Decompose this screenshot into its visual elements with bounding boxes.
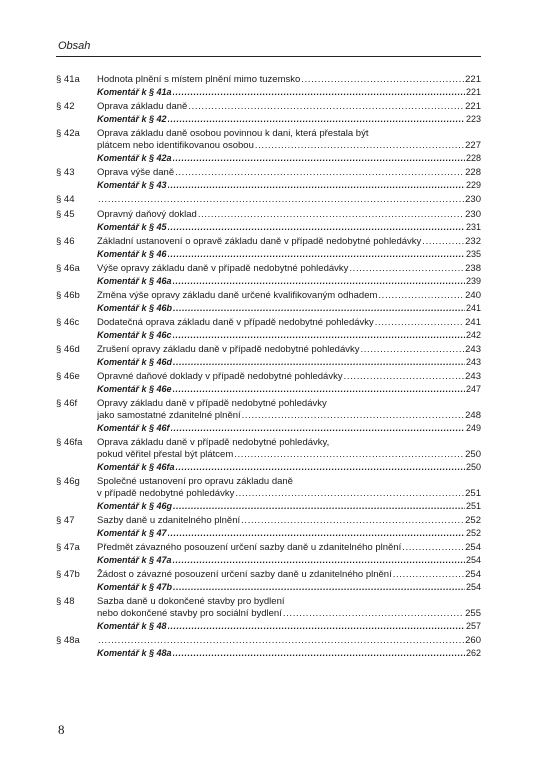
dot-leader <box>188 101 464 113</box>
running-header <box>56 38 481 57</box>
entry-body <box>97 398 481 434</box>
section-number: § 46g <box>56 476 80 487</box>
comment-page-ref: 241 <box>465 303 481 313</box>
section-number: § 47a <box>56 542 80 553</box>
page-ref: 221 <box>465 101 481 112</box>
title-line <box>97 476 481 488</box>
comment-line <box>97 221 481 233</box>
section-number: § 48 <box>56 596 75 607</box>
comment-title: Komentář k § 46a <box>97 276 172 286</box>
comment-title: Komentář k § 46f <box>97 423 170 433</box>
title-line <box>97 317 481 329</box>
comment-line <box>97 275 481 287</box>
entry-body <box>97 209 481 233</box>
entry-body <box>97 128 481 164</box>
title-line <box>97 410 481 422</box>
dot-leader <box>375 317 464 329</box>
toc-entry <box>56 167 481 191</box>
toc-entry <box>56 371 481 395</box>
title-line <box>97 140 481 152</box>
page-ref: 230 <box>465 194 481 205</box>
section-number: § 42a <box>56 128 80 139</box>
title-line <box>97 101 481 113</box>
comment-page-ref: 254 <box>465 555 481 565</box>
comment-line <box>97 302 481 314</box>
section-number: § 46a <box>56 263 80 274</box>
section-number: § 46fa <box>56 437 83 448</box>
title-line <box>97 263 481 275</box>
section-title: Sazba daně u dokončené stavby pro bydlení <box>97 596 285 607</box>
comment-line <box>97 581 481 593</box>
comment-page-ref: 242 <box>465 330 481 340</box>
comment-title: Komentář k § 48a <box>97 648 172 658</box>
title-line <box>97 236 481 248</box>
dot-leader <box>198 209 464 221</box>
dot-leader <box>393 569 464 581</box>
section-number: § 46f <box>56 398 78 409</box>
title-line <box>97 290 481 302</box>
comment-title: Komentář k § 46e <box>97 384 172 394</box>
section-number: § 44 <box>56 194 75 205</box>
entry-body <box>97 194 481 206</box>
section-number: § 46e <box>56 371 80 382</box>
section-title: Žádost o závazné posouzení určení sazby daně u zdanitelného plnění <box>97 569 392 580</box>
toc-entry <box>56 542 481 566</box>
page-ref: 221 <box>465 74 481 85</box>
dot-leader <box>168 620 465 632</box>
title-line <box>97 488 481 500</box>
section-title: Opravný daňový doklad <box>97 209 197 220</box>
comment-title: Komentář k § 47a <box>97 555 172 565</box>
toc-entry <box>56 317 481 341</box>
comment-page-ref: 254 <box>465 582 481 592</box>
comment-page-ref: 262 <box>465 648 481 658</box>
entry-body <box>97 101 481 125</box>
page-ref: 254 <box>465 542 481 553</box>
dot-leader <box>176 461 465 473</box>
title-line <box>97 74 481 86</box>
comment-title: Komentář k § 42 <box>97 114 167 124</box>
comment-line <box>97 422 481 434</box>
dot-leader <box>173 152 465 164</box>
comment-page-ref: 250 <box>465 462 481 472</box>
comment-line <box>97 500 481 512</box>
page-ref: 238 <box>465 263 481 274</box>
dot-leader <box>173 86 465 98</box>
dot-leader <box>173 581 465 593</box>
entry-body <box>97 371 481 395</box>
section-number: § 48a <box>56 635 80 646</box>
comment-title: Komentář k § 46b <box>97 303 173 313</box>
toc-entry <box>56 476 481 512</box>
section-title: Opravné daňové doklady v případě nedobytné pohledávky <box>97 371 343 382</box>
section-number: § 46b <box>56 290 80 301</box>
entry-body <box>97 476 481 512</box>
section-number: § 47b <box>56 569 80 580</box>
dot-leader <box>173 302 465 314</box>
dot-leader <box>234 449 464 461</box>
page-ref: 228 <box>465 167 481 178</box>
toc-entry <box>56 74 481 98</box>
comment-line <box>97 461 481 473</box>
entry-body <box>97 542 481 566</box>
comment-line <box>97 620 481 632</box>
page-ref: 243 <box>465 344 481 355</box>
section-number: § 46 <box>56 236 75 247</box>
toc-entry <box>56 635 481 659</box>
title-line <box>97 398 481 410</box>
title-line <box>97 128 481 140</box>
dot-leader <box>241 515 464 527</box>
toc-entry <box>56 236 481 260</box>
toc-entry <box>56 290 481 314</box>
toc-entry <box>56 128 481 164</box>
dot-leader <box>168 113 465 125</box>
toc-entry <box>56 194 481 206</box>
comment-title: Komentář k § 46fa <box>97 462 175 472</box>
dot-leader <box>360 344 464 356</box>
comment-page-ref: 223 <box>465 114 481 124</box>
section-title: jako samostatné zdanitelné plnění <box>97 410 241 421</box>
title-line <box>97 344 481 356</box>
comment-page-ref: 251 <box>465 501 481 511</box>
dot-leader <box>255 140 464 152</box>
title-line <box>97 515 481 527</box>
section-number: § 43 <box>56 167 75 178</box>
comment-page-ref: 243 <box>465 357 481 367</box>
title-line <box>97 608 481 620</box>
section-title: Sazby daně u zdanitelného plnění <box>97 515 241 526</box>
page-ref: 252 <box>465 515 481 526</box>
comment-title: Komentář k § 46c <box>97 330 172 340</box>
comment-title: Komentář k § 45 <box>97 222 167 232</box>
dot-leader <box>173 356 465 368</box>
toc-entry <box>56 515 481 539</box>
toc-entry <box>56 596 481 632</box>
section-number: § 46d <box>56 344 80 355</box>
dot-leader <box>173 275 465 287</box>
dot-leader <box>98 635 464 647</box>
comment-line <box>97 383 481 395</box>
entry-body <box>97 515 481 539</box>
comment-page-ref: 252 <box>465 528 481 538</box>
toc-entry <box>56 209 481 233</box>
toc-entry <box>56 398 481 434</box>
comment-page-ref: 247 <box>465 384 481 394</box>
entry-body <box>97 74 481 98</box>
dot-leader <box>301 74 464 86</box>
section-title: plátcem nebo identifikovanou osobou <box>97 140 254 151</box>
section-title: Základní ustanovení o opravě základu daně v případě nedobytné pohledávky <box>97 236 422 247</box>
section-title: Společné ustanovení pro opravu základu daně <box>97 476 293 487</box>
section-title: Oprava výše daně <box>97 167 175 178</box>
section-title: Opravy základu daně v případě nedobytné pohledávky <box>97 398 327 409</box>
comment-page-ref: 249 <box>465 423 481 433</box>
entry-body <box>97 263 481 287</box>
section-title: Oprava základu daně <box>97 101 188 112</box>
dot-leader <box>378 290 464 302</box>
dot-leader <box>422 236 464 248</box>
section-title: pokud věřitel přestal být plátcem <box>97 449 234 460</box>
page-ref: 260 <box>465 635 481 646</box>
section-title: Změna výše opravy základu daně určené kvalifikovaným odhadem <box>97 290 378 301</box>
comment-line <box>97 113 481 125</box>
comment-line <box>97 647 481 659</box>
dot-leader <box>168 179 465 191</box>
dot-leader <box>173 554 465 566</box>
page-ref: 227 <box>465 140 481 151</box>
page-ref: 243 <box>465 371 481 382</box>
title-line <box>97 209 481 221</box>
toc-entry <box>56 263 481 287</box>
page-ref: 254 <box>465 569 481 580</box>
comment-line <box>97 527 481 539</box>
comment-title: Komentář k § 43 <box>97 180 167 190</box>
toc-entry <box>56 344 481 368</box>
comment-title: Komentář k § 46 <box>97 249 167 259</box>
title-line <box>97 596 481 608</box>
dot-leader <box>349 263 464 275</box>
page-ref: 248 <box>465 410 481 421</box>
toc-entry <box>56 569 481 593</box>
section-title: nebo dokončené stavby pro sociální bydlení <box>97 608 282 619</box>
dot-leader <box>242 410 464 422</box>
section-number: § 42 <box>56 101 75 112</box>
dot-leader <box>283 608 464 620</box>
dot-leader <box>173 383 465 395</box>
comment-line <box>97 152 481 164</box>
page-ref: 241 <box>465 317 481 328</box>
dot-leader <box>235 488 464 500</box>
section-title: v případě nedobytné pohledávky <box>97 488 235 499</box>
comment-title: Komentář k § 48 <box>97 621 167 631</box>
dot-leader <box>168 248 465 260</box>
entry-body <box>97 317 481 341</box>
entry-body <box>97 437 481 473</box>
page-ref: 255 <box>465 608 481 619</box>
comment-line <box>97 554 481 566</box>
entry-body <box>97 167 481 191</box>
entry-body <box>97 569 481 593</box>
entry-body <box>97 596 481 632</box>
comment-page-ref: 239 <box>465 276 481 286</box>
title-line <box>97 194 481 206</box>
dot-leader <box>175 167 464 179</box>
entry-body <box>97 236 481 260</box>
page-ref: 240 <box>465 290 481 301</box>
comment-page-ref: 235 <box>465 249 481 259</box>
dot-leader <box>171 422 465 434</box>
section-title: Hodnota plnění s místem plnění mimo tuzemsko <box>97 74 301 85</box>
title-line <box>97 449 481 461</box>
header-title: Obsah <box>58 40 91 52</box>
page-ref: 232 <box>465 236 481 247</box>
dot-leader <box>173 647 465 659</box>
comment-page-ref: 229 <box>465 180 481 190</box>
comment-title: Komentář k § 47 <box>97 528 167 538</box>
page-ref: 251 <box>465 488 481 499</box>
section-number: § 41a <box>56 74 80 85</box>
entry-body <box>97 290 481 314</box>
comment-line <box>97 179 481 191</box>
section-title: Předmět závazného posouzení určení sazby daně u zdanitelného plnění <box>97 542 402 553</box>
page-ref: 250 <box>465 449 481 460</box>
section-title: Zrušení opravy základu daně v případě nedobytné pohledávky <box>97 344 360 355</box>
comment-line <box>97 86 481 98</box>
section-title: Výše opravy základu daně v případě nedobytné pohledávky <box>97 263 349 274</box>
dot-leader <box>173 500 465 512</box>
dot-leader <box>168 527 465 539</box>
dot-leader <box>344 371 465 383</box>
comment-line <box>97 248 481 260</box>
comment-title: Komentář k § 46g <box>97 501 173 511</box>
comment-line <box>97 356 481 368</box>
toc-entry <box>56 437 481 473</box>
dot-leader <box>173 329 465 341</box>
dot-leader <box>402 542 464 554</box>
comment-title: Komentář k § 46d <box>97 357 173 367</box>
table-of-contents <box>56 74 481 662</box>
title-line <box>97 635 481 647</box>
comment-title: Komentář k § 41a <box>97 87 172 97</box>
title-line <box>97 569 481 581</box>
comment-title: Komentář k § 47b <box>97 582 173 592</box>
section-number: § 46c <box>56 317 80 328</box>
page-number: 8 <box>58 722 65 737</box>
page-ref: 230 <box>465 209 481 220</box>
title-line <box>97 437 481 449</box>
dot-leader <box>168 221 465 233</box>
title-line <box>97 371 481 383</box>
dot-leader <box>98 194 464 206</box>
section-number: § 45 <box>56 209 75 220</box>
comment-page-ref: 231 <box>465 222 481 232</box>
entry-body <box>97 344 481 368</box>
comment-page-ref: 221 <box>465 87 481 97</box>
section-number: § 47 <box>56 515 75 526</box>
comment-page-ref: 257 <box>465 621 481 631</box>
comment-line <box>97 329 481 341</box>
title-line <box>97 167 481 179</box>
comment-title: Komentář k § 42a <box>97 153 172 163</box>
comment-page-ref: 228 <box>465 153 481 163</box>
section-title: Oprava základu daně osobou povinnou k dani, která přestala být <box>97 128 369 139</box>
entry-body <box>97 635 481 659</box>
section-title: Dodatečná oprava základu daně v případě nedobytné pohledávky <box>97 317 374 328</box>
title-line <box>97 542 481 554</box>
section-title: Oprava základu daně v případě nedobytné pohledávky, <box>97 437 330 448</box>
toc-entry <box>56 101 481 125</box>
